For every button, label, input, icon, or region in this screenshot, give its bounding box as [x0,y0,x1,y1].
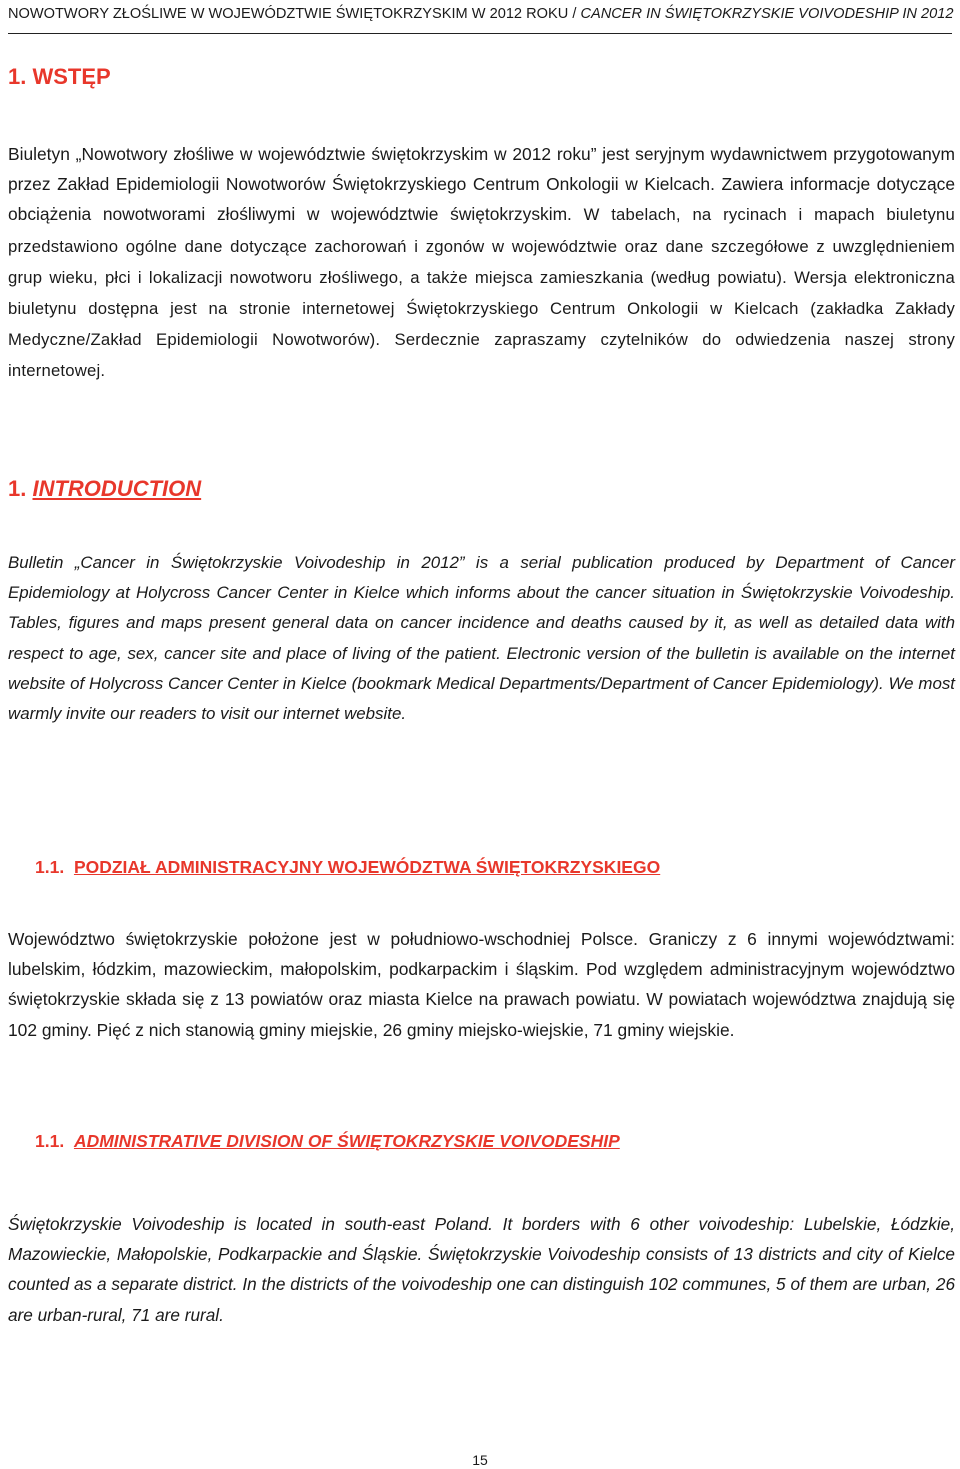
subsection-number: 1.1. [35,1131,65,1151]
section-title: INTRODUCTION [32,476,202,501]
subsection-title: ADMINISTRATIVE DIVISION OF ŚWIĘTOKRZYSKIE VOIVODESHIP [73,1131,620,1151]
intro-paragraph-polish [8,139,955,387]
running-header-english: CANCER IN ŚWIĘTOKRZYSKIE VOIVODESHIP IN 2012 [580,6,954,22]
section-heading-introduction [8,476,201,502]
section-heading-wstep [8,64,111,90]
intro-paragraph-polish-part1: Biuletyn „Nowotwory złośliwe w województwie świętokrzyskim w 2012 roku” jest seryjnym wydawnictwem przygotowanym przez Zakład Epidemiologii Nowotworów Świętokrzyskiego Centrum Onkologii w Kielcach. Zawiera informacje dotyczące obciążenia nowotworami złośliwymi w województwie świętokrzyskim. [8,144,955,225]
subsection-title: PODZIAŁ ADMINISTRACYJNY WOJEWÓDZTWA ŚWIĘTOKRZYSKIEGO [73,857,661,877]
subsection-heading-administrative [35,1130,620,1152]
administrative-paragraph-english: Świętokrzyskie Voivodeship is located in south-east Poland. It borders with 6 other voivodeship: Lubelskie, Łódzkie, Mazowieckie, Małopolskie, Podkarpackie and Śląskie. Świętokrzyskie Voivodeship consists of 13 districts and city of Kielce counted as a separate district. In the districts of the voivodeship one can distinguish 102 communes, 5 of them are urban, 26 are urban-rural, 71 are rural. [8,1214,955,1325]
running-header [8,5,952,23]
administrative-paragraph-polish: Województwo świętokrzyskie położone jest w południowo-wschodniej Polsce. Graniczy z 6 innymi województwami: lubelskim, łódzkim, mazowieckim, małopolskim, podkarpackim i śląskim. Pod względem administracyjnym województwo świętokrzyskie składa się z 13 powiatów oraz miasta Kielce na prawach powiatu. W powiatach województwa znajdują się 102 gminy. Pięć z nich stanowią gminy miejskie, 26 gminy miejsko-wiejskie, 71 gminy wiejskie. [8,929,955,1040]
subsection-heading-podzial [35,856,660,878]
running-header-polish: NOWOTWORY ZŁOŚLIWE W WOJEWÓDZTWIE ŚWIĘTOKRZYSKIM W 2012 ROKU / [8,6,581,22]
subsection-number: 1.1. [35,857,65,877]
section-title: WSTĘP [32,64,111,89]
intro-paragraph-english: Bulletin „Cancer in Świętokrzyskie Voivodeship in 2012” is a serial publication produced by Department of Cancer Epidemiology at Holycross Cancer Center in Kielce which informs about the cancer situation in Świętokrzyskie Voivodeship. Tables, figures and maps present general data on cancer incidence and deaths caused by it, as well as detailed data with respect to age, sex, cancer site and place of living of the patient. Electronic version of the bulletin is available on the internet website of Holycross Cancer Center in Kielce (bookmark Medical Departments/Department of Cancer Epidemiology). We most warmly invite our readers to visit our internet website. [8,553,955,724]
intro-paragraph-polish-part2: W tabelach, na rycinach i mapach biuletynu przedstawiono ogólne dane dotyczące zachorowań i zgonów w województwie oraz dane szczegółowe z uwzględnieniem grup wieku, płci i lokalizacji nowotworu złośliwego, a także miejsca zamieszkania (według powiatu). Wersja elektroniczna biuletynu dostępna jest na stronie internetowej Świętokrzyskiego Centrum Onkologii w Kielcach (zakładka Zakłady Medyczne/Zakład Epidemiologii Nowotworów). Serdecznie zapraszamy czytelników do odwiedzenia naszej strony internetowej. [8,205,955,381]
page-number: 15 [472,1452,488,1468]
section-number: 1. [8,476,27,501]
header-divider [8,33,952,34]
section-number: 1. [8,64,27,89]
